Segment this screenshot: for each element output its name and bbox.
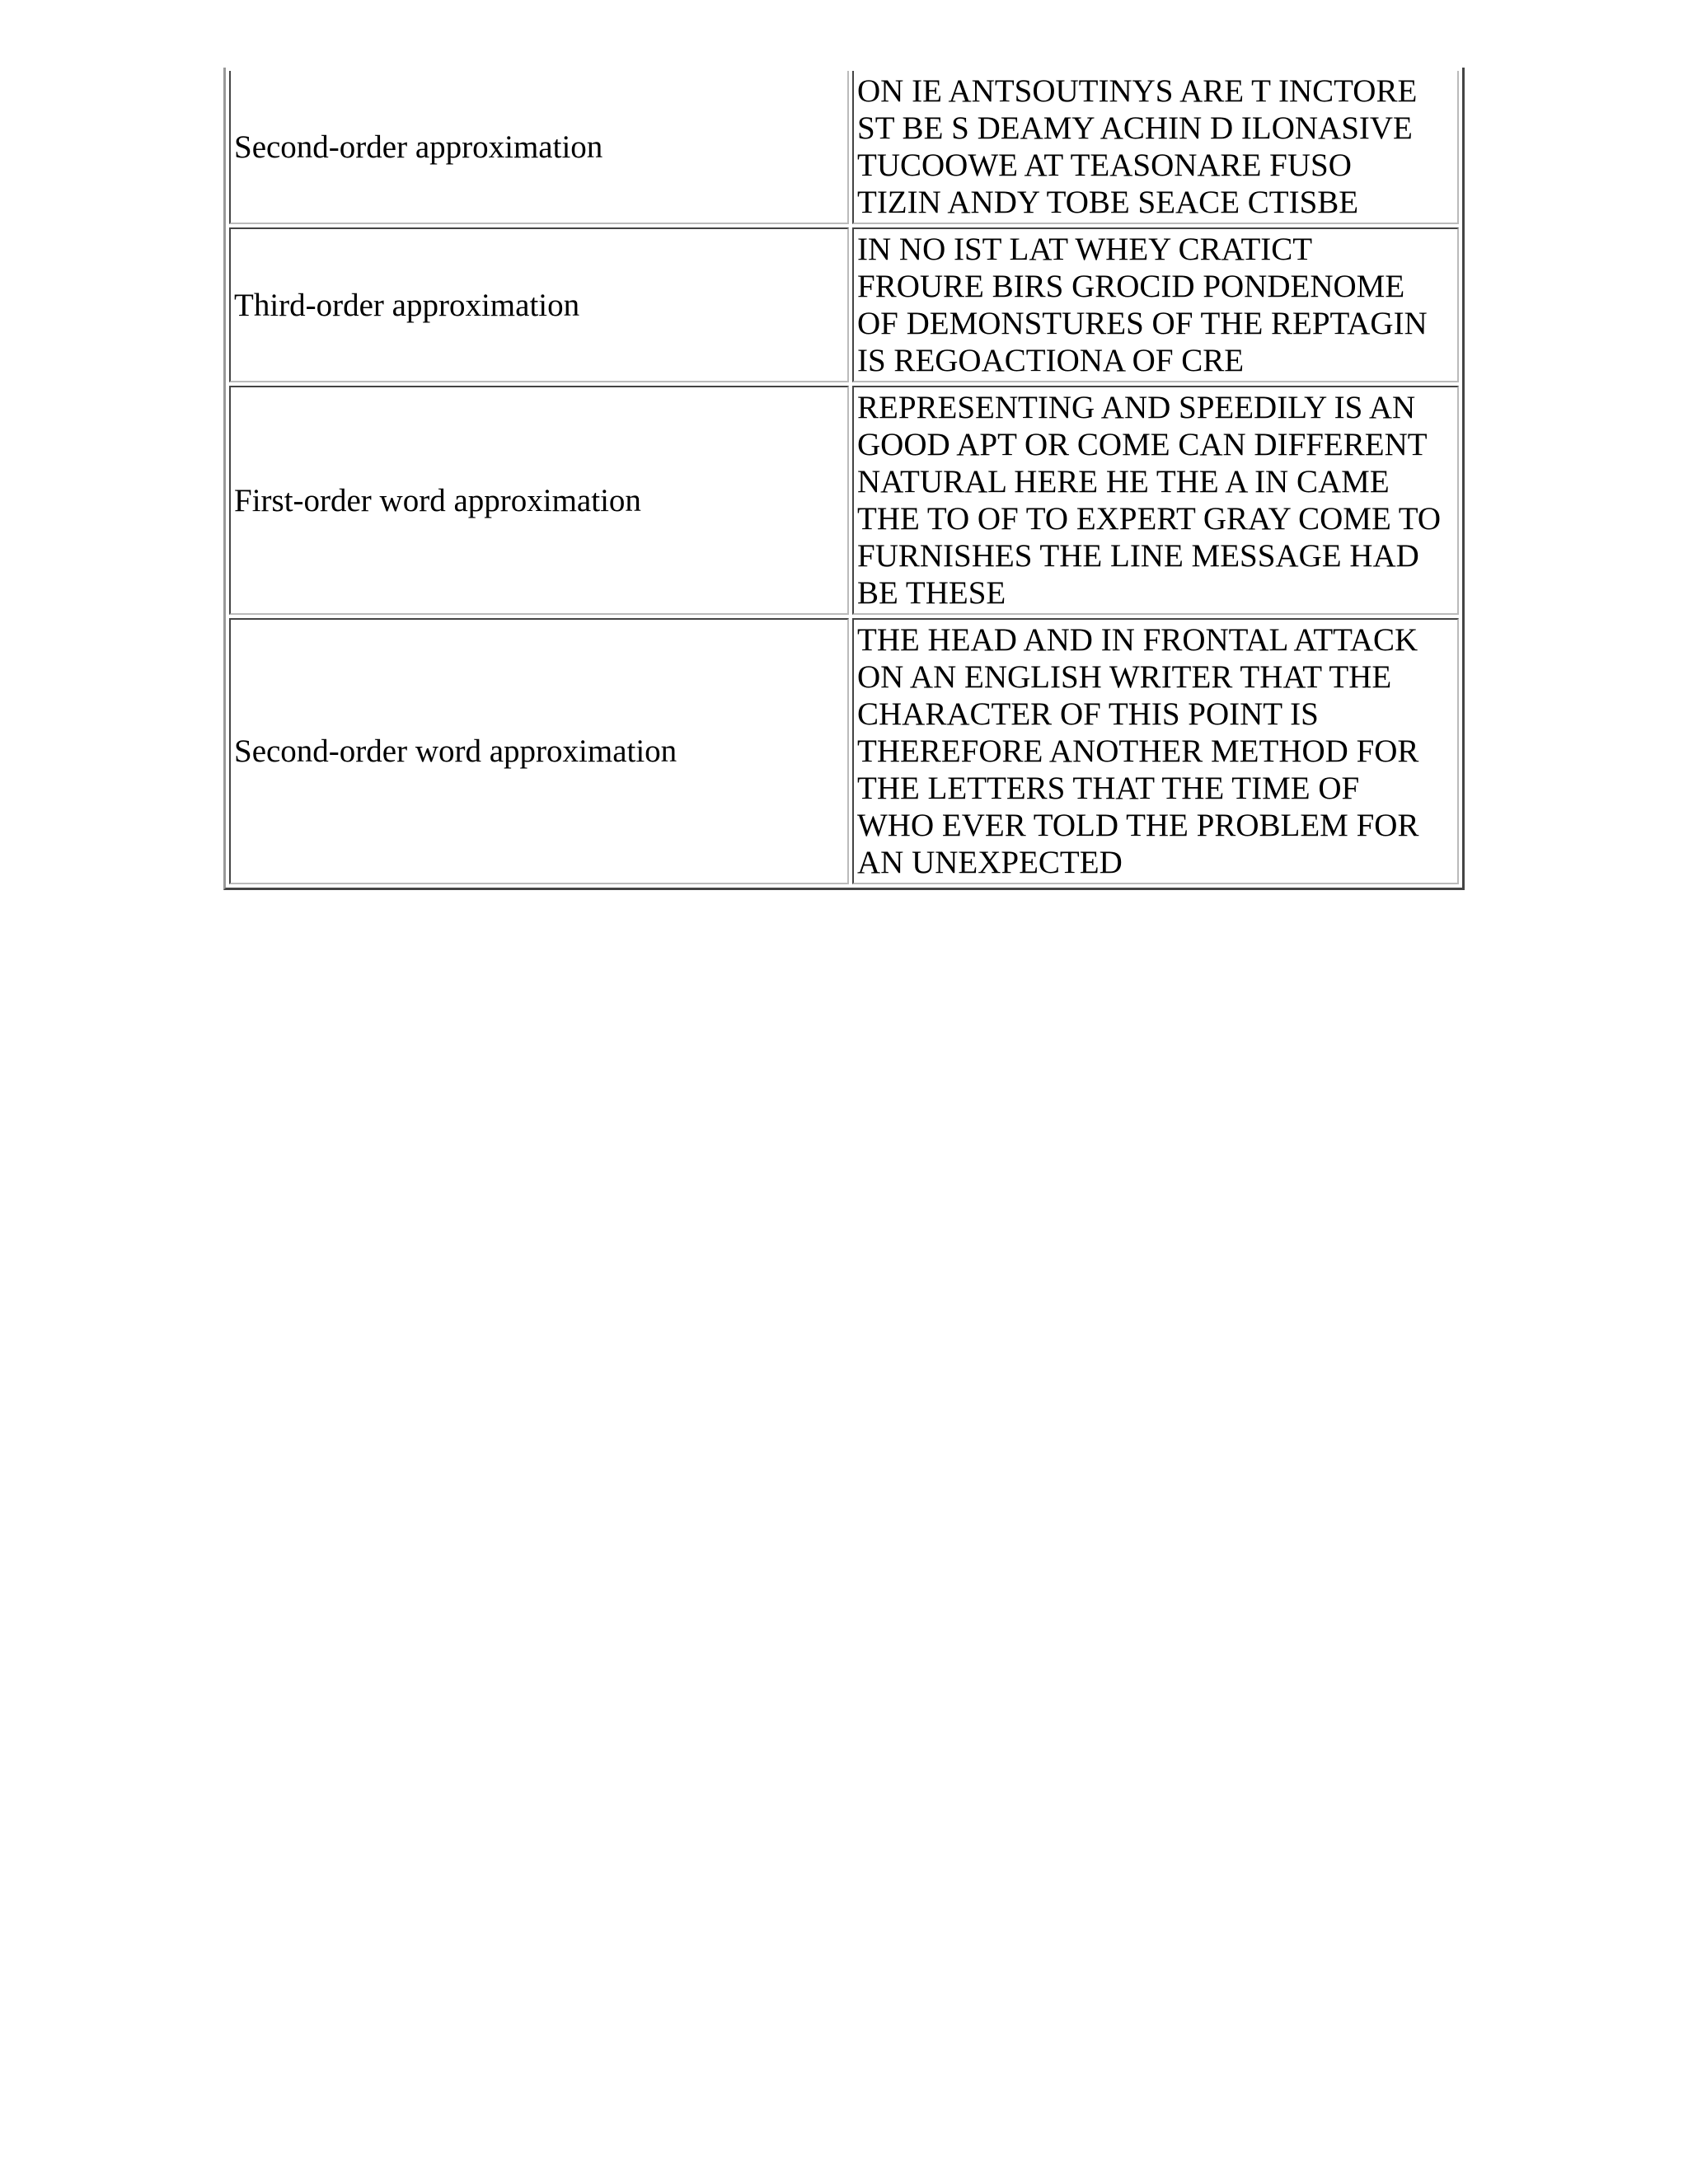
approximation-table bbox=[223, 68, 1465, 890]
row-sample-text: REPRESENTING AND SPEEDILY IS AN GOOD APT OR COME CAN DIFFERENT NATURAL HERE HE THE A IN CAME THE TO OF TO EXPERT GRAY COME TO FURNISHES THE LINE MESSAGE HAD BE THESE bbox=[852, 386, 1459, 615]
row-label: Third-order approximation bbox=[229, 227, 849, 382]
row-sample-text: THE HEAD AND IN FRONTAL ATTACK ON AN ENGLISH WRITER THAT THE CHARACTER OF THIS POINT IS THEREFORE ANOTHER METHOD FOR THE LETTERS THAT THE TIME OF WHO EVER TOLD THE PROBLEM FOR AN UNEXPECTED bbox=[852, 618, 1459, 884]
row-sample-text: ON IE ANTSOUTINYS ARE T INCTORE ST BE S DEAMY ACHIN D ILONASIVE TUCOOWE AT TEASONARE FUSO TIZIN ANDY TOBE SEACE CTISBE bbox=[852, 71, 1459, 224]
row-sample-text: IN NO IST LAT WHEY CRATICT FROURE BIRS GROCID PONDENOME OF DEMONSTURES OF THE REPTAGIN IS REGOACTIONA OF CRE bbox=[852, 227, 1459, 382]
table-row bbox=[229, 227, 1459, 382]
row-label: First-order word approximation bbox=[229, 386, 849, 615]
table-row bbox=[229, 71, 1459, 224]
row-label: Second-order approximation bbox=[229, 71, 849, 224]
row-label: Second-order word approximation bbox=[229, 618, 849, 884]
table-row bbox=[229, 386, 1459, 615]
table-row bbox=[229, 618, 1459, 884]
